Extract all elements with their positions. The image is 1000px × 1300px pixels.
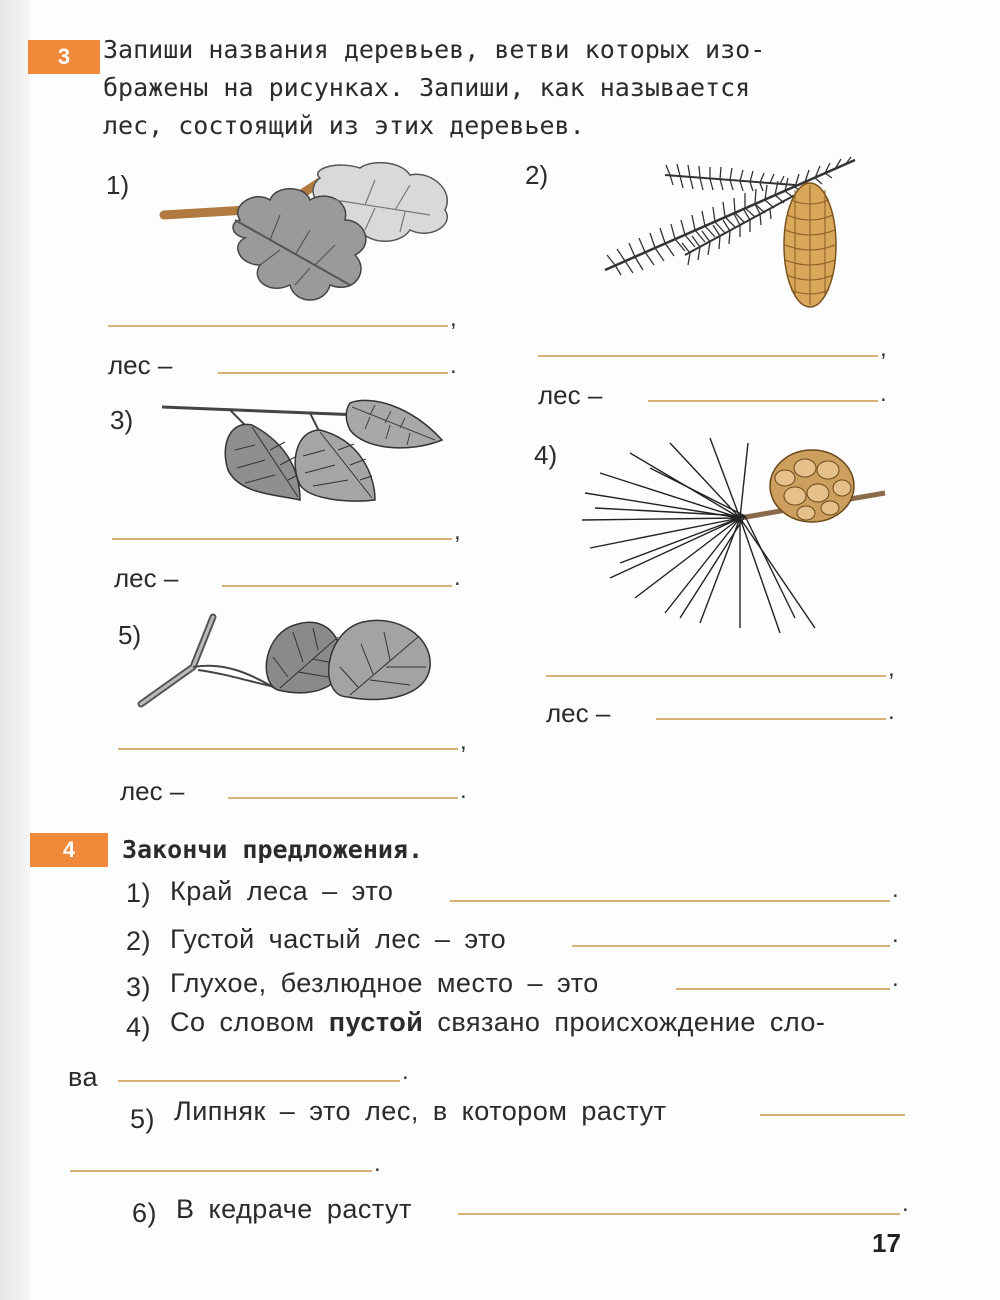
item-4-comma: , [888, 655, 895, 682]
aspen-branch-icon [138, 612, 438, 707]
item-2-forest-answer-line[interactable] [648, 400, 878, 402]
sentence-4-pre: Со словом [170, 1007, 315, 1037]
task-3-instruction-line-2: бражены на рисунках. Запиши, как называется [103, 73, 751, 102]
item-1-forest-label: лес – [108, 350, 173, 380]
sentence-6-text: В кедраче растут [176, 1194, 412, 1224]
sentence-5-end: . [374, 1150, 381, 1177]
item-3-forest-label: лес – [114, 563, 179, 593]
spruce-branch-icon [595, 145, 865, 315]
sentence-2-number: 2) [126, 926, 152, 956]
sentence-5-answer-line-2[interactable] [70, 1170, 372, 1172]
oak-branch-icon [160, 160, 460, 305]
sentence-1-text: Край леса – это [170, 876, 394, 906]
item-5-name-answer-line[interactable] [118, 748, 458, 750]
item-2-number: 2) [525, 160, 549, 190]
sentence-4-bold-word: пустой [328, 1007, 424, 1037]
sentence-4-answer-line[interactable] [118, 1080, 400, 1082]
sentence-3-number: 3) [126, 972, 152, 1002]
sentence-4-number: 4) [126, 1012, 152, 1042]
task-4-title: Закончи предложения. [122, 835, 424, 864]
item-2-forest-label: лес – [538, 380, 603, 410]
sentence-4-continuation: ва [68, 1062, 99, 1092]
sentence-1-end: . [892, 876, 899, 903]
item-4-number: 4) [534, 440, 558, 470]
item-3-comma: , [454, 518, 461, 545]
sentence-1-answer-line[interactable] [450, 900, 890, 902]
sentence-6-number: 6) [132, 1198, 158, 1228]
page-number: 17 [872, 1228, 901, 1258]
pine-branch-icon [580, 438, 890, 638]
book-spine-shadow [0, 0, 30, 1300]
sentence-3-end: . [892, 965, 899, 992]
item-5-period: . [460, 777, 467, 804]
sentence-5-text: Липняк – это лес, в котором растут [174, 1096, 667, 1126]
item-3-number: 3) [110, 405, 134, 435]
item-5-number: 5) [118, 620, 142, 650]
item-3-name-answer-line[interactable] [112, 538, 452, 540]
sentence-1-number: 1) [126, 878, 152, 908]
item-3-period: . [454, 564, 461, 591]
item-1-number: 1) [106, 170, 130, 200]
task-3-instruction-line-3: лес, состоящий из этих деревьев. [103, 111, 585, 140]
item-4-name-answer-line[interactable] [546, 675, 886, 677]
item-2-name-answer-line[interactable] [538, 355, 878, 357]
item-5-forest-answer-line[interactable] [228, 797, 458, 799]
item-2-comma: , [880, 335, 887, 362]
item-2-period: . [880, 380, 887, 407]
birch-branch-icon [160, 395, 450, 510]
item-1-period: . [450, 352, 457, 379]
sentence-2-text: Густой частый лес – это [170, 924, 507, 954]
item-4-forest-answer-line[interactable] [656, 718, 886, 720]
sentence-5-answer-line-1[interactable] [760, 1114, 905, 1116]
sentence-5-number: 5) [130, 1104, 156, 1134]
task-3-number-badge: 3 [28, 40, 100, 74]
sentence-6-answer-line[interactable] [458, 1213, 900, 1215]
sentence-4-post: связано происхождение сло- [437, 1007, 826, 1037]
item-1-forest-answer-line[interactable] [218, 372, 448, 374]
sentence-2-end: . [892, 921, 899, 948]
sentence-4-end: . [402, 1058, 409, 1085]
item-4-period: . [888, 698, 895, 725]
sentence-2-answer-line[interactable] [572, 945, 890, 947]
sentence-4-text [170, 1007, 825, 1038]
item-3-forest-answer-line[interactable] [222, 585, 452, 587]
item-4-forest-label: лес – [546, 698, 611, 728]
sentence-6-end: . [902, 1190, 909, 1217]
item-5-comma: , [460, 728, 467, 755]
sentence-3-text: Глухое, безлюдное место – это [170, 968, 599, 998]
task-3-instruction-line-1: Запиши названия деревьев, ветви которых изо- [103, 35, 766, 64]
item-1-comma: , [450, 305, 457, 332]
item-5-forest-label: лес – [120, 776, 185, 806]
task-4-number-badge: 4 [30, 833, 108, 867]
sentence-3-answer-line[interactable] [676, 988, 890, 990]
item-1-name-answer-line[interactable] [108, 325, 448, 327]
